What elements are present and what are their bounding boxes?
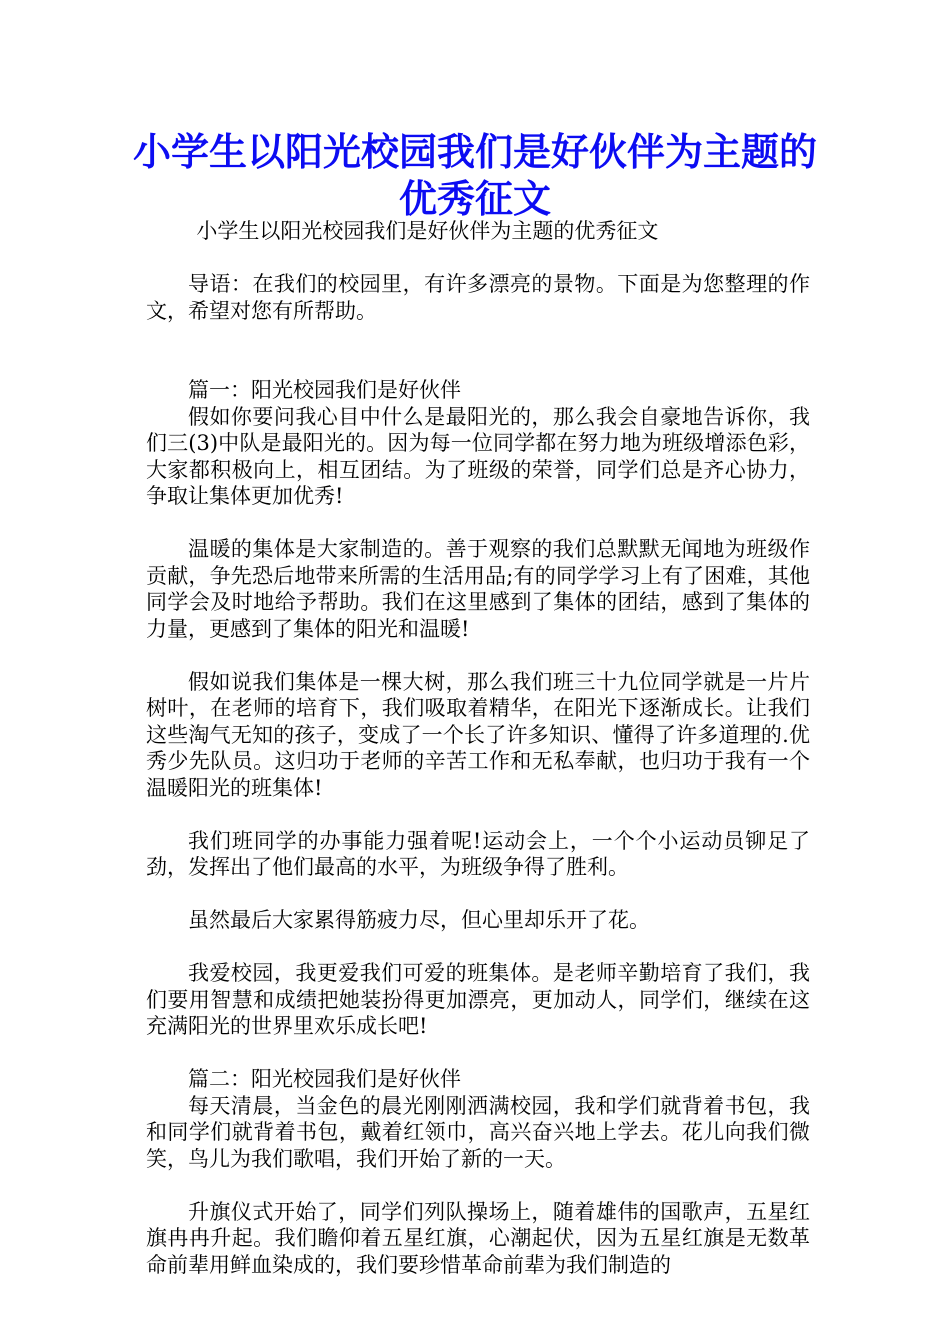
spacer <box>146 324 810 377</box>
paragraph: 升旗仪式开始了，同学们列队操场上，随着雄伟的国歌声，五星红旗冉冉升起。我们瞻仰着五星红旗，心潮起伏，因为五星红旗是无数革命前辈用鲜血染成的，我们要珍惜革命前辈为我们制造的 <box>146 1199 810 1277</box>
spacer <box>146 1040 810 1067</box>
section-heading: 篇一：阳光校园我们是好伙伴 <box>188 378 461 402</box>
paragraph: 我们班同学的办事能力强着呢!运动会上，一个个小运动员铆足了劲，发挥出了他们最高的水平，为班级争得了胜利。 <box>146 828 810 879</box>
intro-paragraph: 导语：在我们的校园里，有许多漂亮的景物。下面是为您整理的作文，希望对您有所帮助。 <box>146 272 810 323</box>
document-body <box>146 218 810 1278</box>
paragraph: 温暖的集体是大家制造的。善于观察的我们总默默无闻地为班级作贡献，争先恐后地带来所需的生活用品;有的同学学习上有了困难，其他同学会及时地给予帮助。我们在这里感到了集体的团结，感到了集体的力量，更感到了集体的阳光和温暖! <box>146 537 810 641</box>
spacer <box>146 642 810 669</box>
document-title: 小学生以阳光校园我们是好伙伴为主题的优秀征文 <box>132 129 817 221</box>
spacer <box>146 934 810 961</box>
spacer <box>146 245 810 272</box>
spacer <box>146 510 810 537</box>
paragraph: 假如你要问我心目中什么是最阳光的，那么我会自豪地告诉你，我们三(3)中队是最阳光的。因为每一位同学都在努力地为班级增添色彩，大家都积极向上，相互团结。为了班级的荣誉，同学们总是齐心协力，争取让集体更加优秀! <box>146 404 810 508</box>
document-subtitle: 小学生以阳光校园我们是好伙伴为主题的优秀征文 <box>196 219 659 243</box>
paragraph: 假如说我们集体是一棵大树，那么我们班三十九位同学就是一片片树叶，在老师的培育下，我们吸取着精华，在阳光下逐渐成长。让我们这些淘气无知的孩子，变成了一个长了许多知识、懂得了许多道理的.优秀少先队员。这归功于老师的辛苦工作和无私奉献，也归功于我有一个温暖阳光的班集体! <box>146 669 810 800</box>
paragraph: 我爱校园，我更爱我们可爱的班集体。是老师辛勤培育了我们，我们要用智慧和成绩把她装扮得更加漂亮，更加动人，同学们，继续在这充满阳光的世界里欢乐成长吧! <box>146 961 810 1038</box>
spacer <box>146 801 810 828</box>
paragraph: 每天清晨，当金色的晨光刚刚洒满校园，我和学们就背着书包，我和同学们就背着书包，戴着红领巾，高兴奋兴地上学去。花儿向我们微笑，鸟儿为我们歌唱，我们开始了新的一天。 <box>146 1093 810 1171</box>
paragraph: 虽然最后大家累得筋疲力尽，但心里却乐开了花。 <box>188 908 650 932</box>
spacer <box>146 881 810 908</box>
spacer <box>146 1172 810 1199</box>
section-heading: 篇二：阳光校园我们是好伙伴 <box>188 1067 461 1091</box>
